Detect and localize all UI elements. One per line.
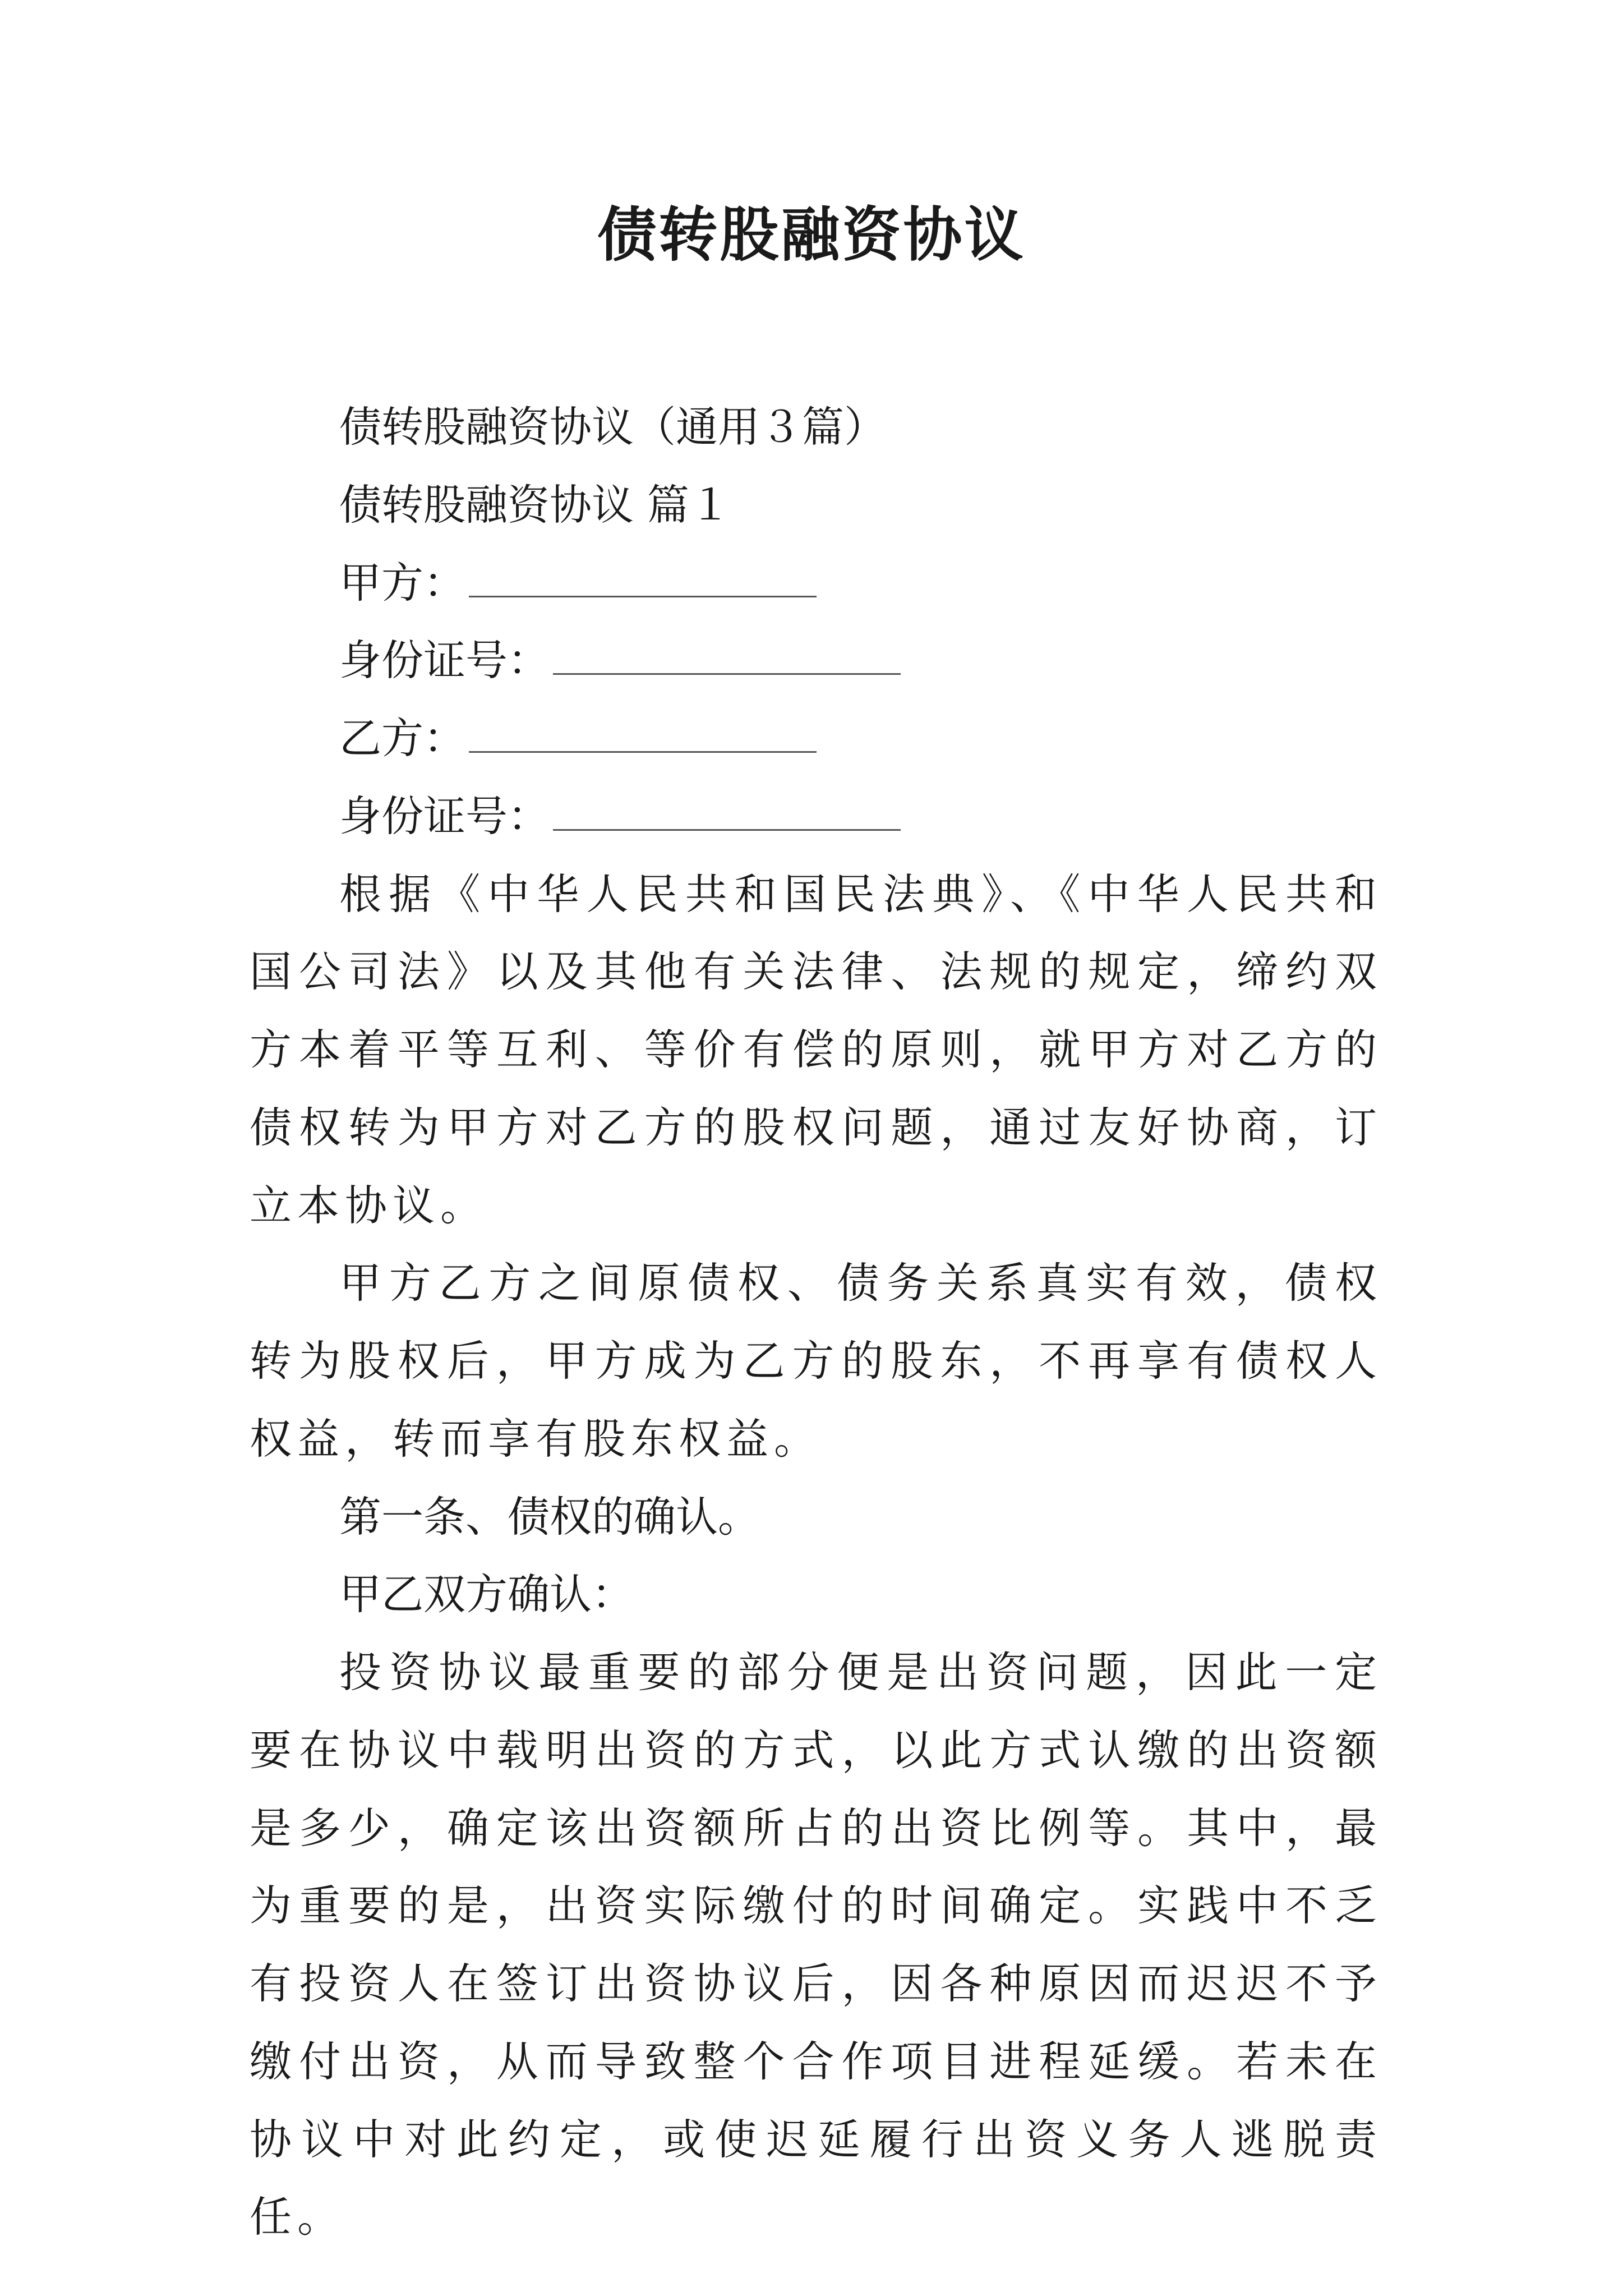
party-a-label: 甲方： — [339, 558, 466, 608]
party-a-row — [250, 544, 1382, 622]
document-subtitle: 债转股融资协议（通用３篇） — [339, 402, 887, 452]
paragraph-investment: 投资协议最重要的部分便是出资问题，因此一定要在协议中载明出资的方式，以此方式认缴的出资额是多少，确定该出资额所占的出资比例等。其中，最为重要的是，出资实际缴付的时间确定。实践中不乏有投资人在签订出资协议后，因各种原因而迟迟不予缴付出资，从而导致整个合作项目进程延缓。若未在协议中对此约定，或使迟延履行出资义务人逃脱责任。 — [250, 1648, 1382, 2242]
party-b-row — [250, 700, 1382, 777]
party-b-id-blank — [553, 795, 901, 831]
party-a-id-label: 身份证号： — [339, 636, 550, 685]
party-b-id-label: 身份证号： — [339, 791, 550, 841]
document-title: 债转股融资协议 — [597, 200, 1026, 269]
party-a-id-blank — [553, 639, 901, 675]
party-a-blank — [469, 562, 817, 597]
party-a-id-row — [250, 622, 1382, 700]
confirm-line: 甲乙双方确认： — [339, 1570, 634, 1619]
paragraph-legal-basis: 根据《中华人民共和国民法典》、《中华人民共和国公司法》以及其他有关法律、法规的规定，缔约双方本着平等互利、等价有偿的原则，就甲方对乙方的债权转为甲方对乙方的股权问题，通过友好协商，订立本协议。 — [250, 869, 1382, 1230]
section-heading: 债转股融资协议 篇１ — [339, 480, 731, 530]
party-b-label: 乙方： — [339, 714, 466, 763]
article-1-heading: 第一条、债权的确认。 — [339, 1492, 760, 1542]
paragraph-debt-conversion: 甲方乙方之间原债权、债务关系真实有效，债权转为股权后，甲方成为乙方的股东，不再享有债权人权益，转而享有股东权益。 — [250, 1258, 1382, 1464]
document-body — [250, 388, 1382, 2256]
party-b-id-row — [250, 777, 1382, 855]
party-b-blank — [469, 717, 817, 753]
